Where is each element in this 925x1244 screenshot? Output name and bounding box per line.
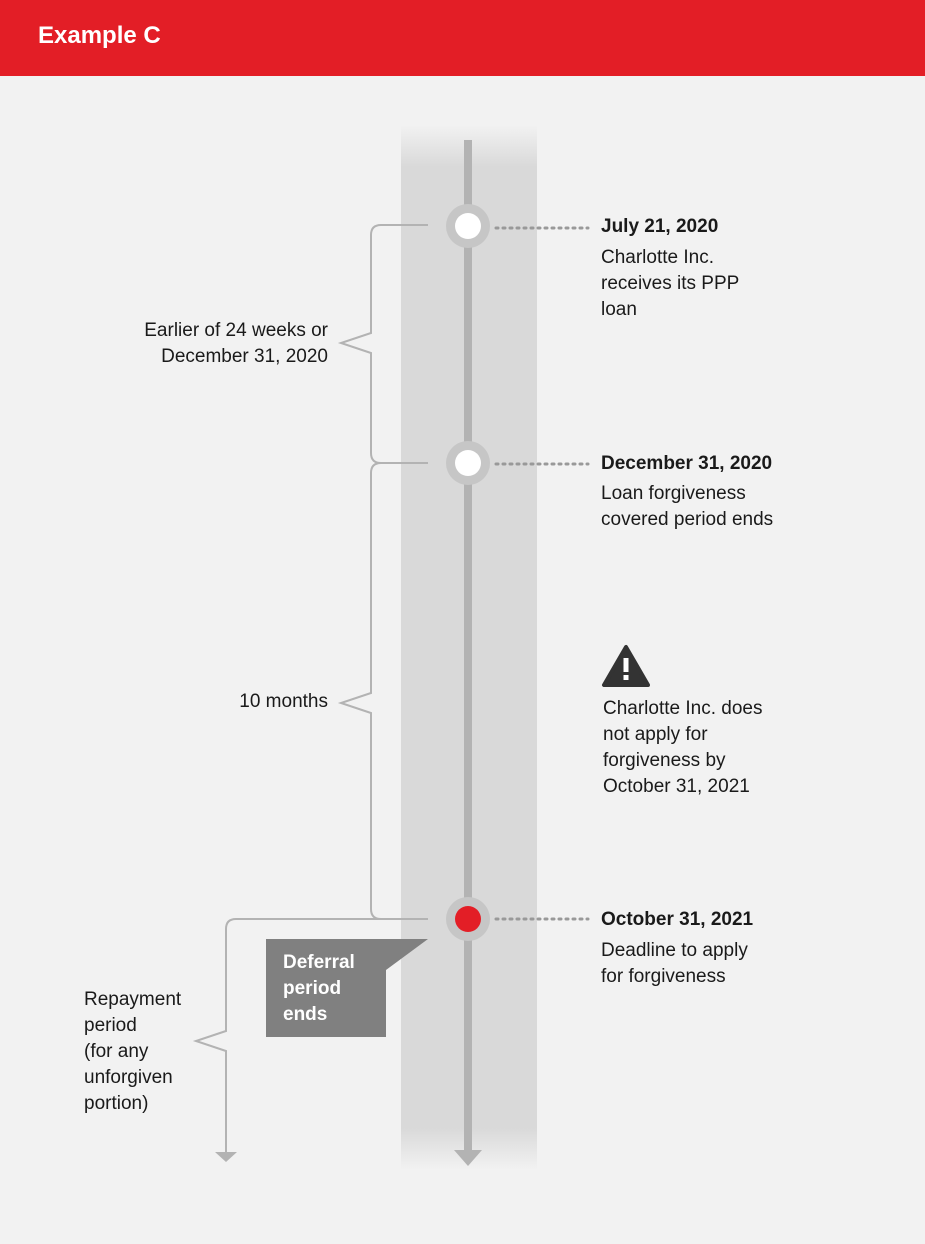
repayment-label: Repayment period (for any unforgiven portion) xyxy=(84,989,182,1114)
bracket-label-10-months: 10 months xyxy=(239,691,328,712)
event-date: October 31, 2021 xyxy=(601,909,754,930)
event-description: Loan forgiveness covered period ends xyxy=(601,483,774,530)
event-date: July 21, 2020 xyxy=(601,216,719,237)
event-description: Deadline to apply for forgiveness xyxy=(601,940,748,987)
marker-december-31-2020 xyxy=(446,441,490,485)
warning-triangle-icon xyxy=(604,647,648,685)
marker-october-31-2021 xyxy=(446,897,490,941)
page-title: Example C xyxy=(38,22,161,49)
warning-text: Charlotte Inc. does not apply for forgiveness by October 31, 2021 xyxy=(603,698,763,797)
marker-july-21-2020 xyxy=(446,204,490,248)
deferral-flag-label: Deferral period ends xyxy=(283,952,355,1025)
bracket-label-covered-period: Earlier of 24 weeks or December 31, 2020 xyxy=(144,320,328,367)
event-description: Charlotte Inc. receives its PPP loan xyxy=(601,247,740,320)
repayment-arrowhead xyxy=(215,1152,237,1162)
event-date: December 31, 2020 xyxy=(601,453,773,474)
